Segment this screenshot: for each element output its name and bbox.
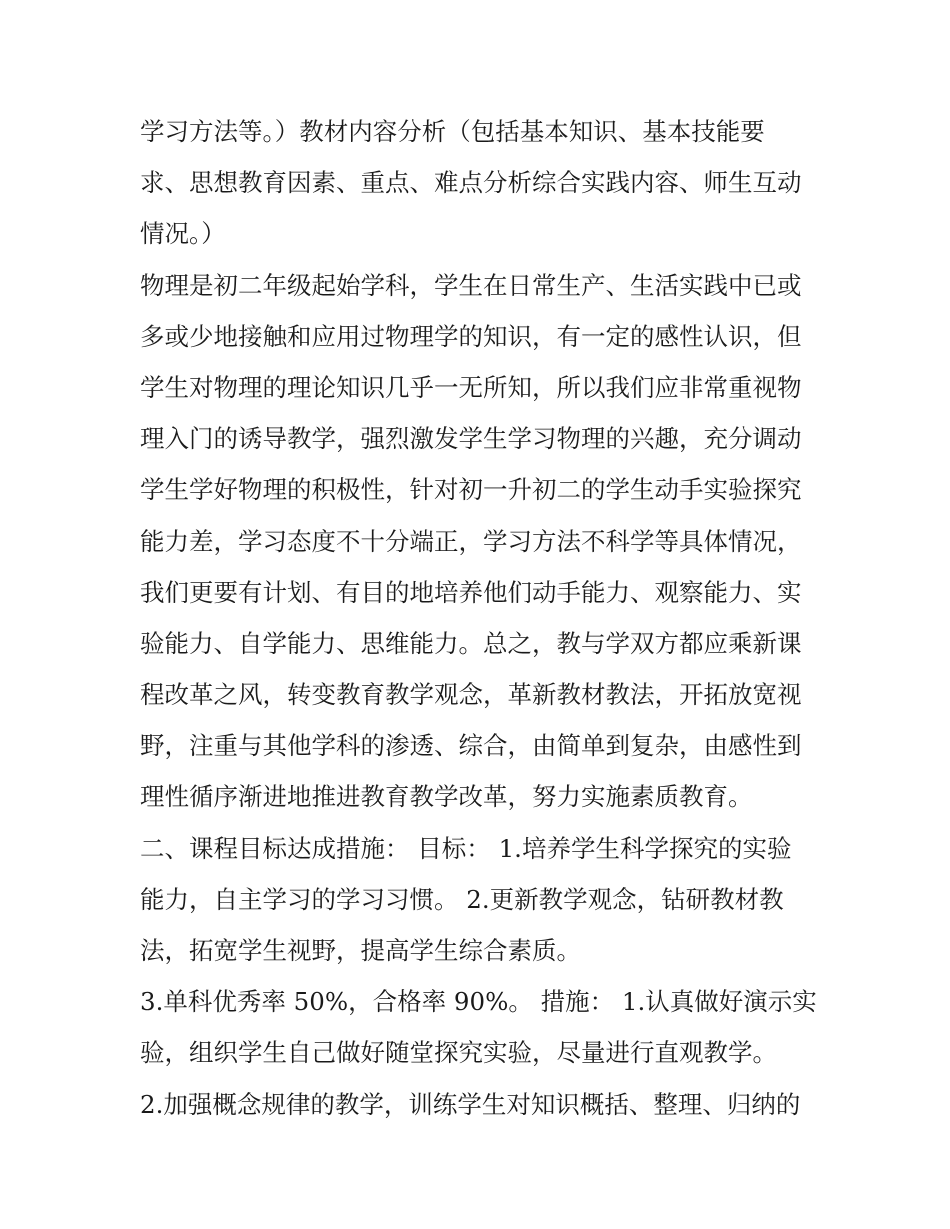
text-line-5: 多或少地接触和应用过物理学的知识，有一定的感性认识，但: [140, 321, 802, 351]
text-line-18: 3.单科优秀率 50%，合格率 90%。 措施： 1.认真做好演示实: [140, 987, 817, 1017]
text-line-13: 野，注重与其他学科的渗透、综合，由简单到复杂，由感性到: [140, 731, 802, 761]
text-line-20: 2.加强概念规律的教学，训练学生对知识概括、整理、归纳的: [140, 1089, 801, 1119]
text-line-8: 学生学好物理的积极性，针对初一升初二的学生动手实验探究: [140, 475, 802, 505]
text-line-2: 求、思想教育因素、重点、难点分析综合实践内容、师生互动: [140, 168, 802, 198]
text-line-12: 程改革之风，转变教育教学观念，革新教材教法，开拓放宽视: [140, 680, 802, 710]
text-line-6: 学生对物理的理论知识几乎一无所知，所以我们应非常重视物: [140, 372, 802, 402]
text-line-14: 理性循序渐进地推进教育教学改革，努力实施素质教育。: [140, 782, 753, 812]
text-line-17: 法，拓宽学生视野，提高学生综合素质。: [140, 936, 581, 965]
body-text: [140, 106, 820, 1130]
text-line-11: 验能力、自学能力、思维能力。总之，教与学双方都应乘新课: [140, 628, 802, 658]
text-line-7: 理入门的诱导教学，强烈激发学生学习物理的兴趣，充分调动: [140, 424, 802, 454]
text-line-1: 学习方法等。）教材内容分析（包括基本知识、基本技能要: [140, 117, 765, 146]
text-line-4: 物理是初二年级起始学科，学生在日常生产、生活实践中已或: [140, 270, 802, 300]
text-line-16: 能力，自主学习的学习习惯。 2.更新教学观念，钻研教材教: [140, 884, 784, 914]
text-line-3: 情况。）: [140, 219, 226, 249]
text-line-15: 二、课程目标达成措施： 目标： 1.培养学生科学探究的实验: [140, 833, 792, 863]
text-line-9: 能力差，学习态度不十分端正，学习方法不科学等具体情况，: [140, 526, 802, 556]
text-line-10: 我们更要有计划、有目的地培养他们动手能力、观察能力、实: [140, 577, 802, 607]
text-line-19: 验，组织学生自己做好随堂探究实验，尽量进行直观教学。: [140, 1038, 777, 1068]
